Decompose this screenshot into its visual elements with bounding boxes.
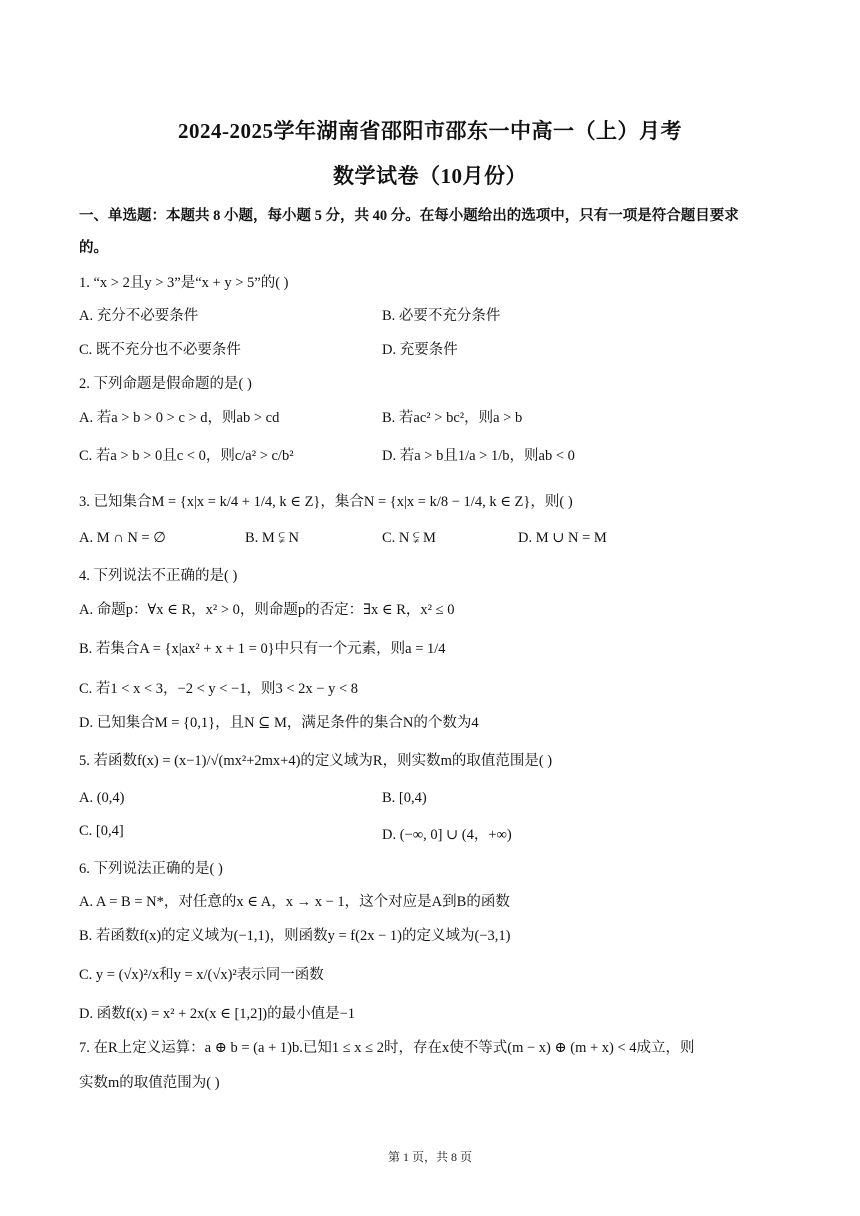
- question-6: 6. 下列说法正确的是( ): [79, 861, 223, 877]
- q3-option-d: D. M ∪ N = M: [518, 530, 607, 546]
- q1-option-c: C. 既不充分也不必要条件: [79, 342, 241, 358]
- q2-option-a: A. 若a > b > 0 > c > d，则ab > cd: [79, 410, 280, 426]
- q4-option-a: A. 命题p：∀x ∈ R，x² > 0，则命题p的否定：∃x ∈ R，x² ≤ 0: [79, 602, 455, 618]
- q3-option-b: B. M ⫋ N: [245, 530, 299, 546]
- q6-option-c: C. y = (√x)²/x和y = x/(√x)²表示同一函数: [79, 967, 324, 983]
- q1-option-b: B. 必要不充分条件: [382, 308, 501, 324]
- q5-option-d: D. (−∞, 0] ∪ (4，+∞): [382, 827, 512, 843]
- q3-option-c: C. N ⫋ M: [382, 530, 436, 546]
- q1-option-d: D. 充要条件: [382, 342, 458, 358]
- q2-option-d: D. 若a > b且1/a > 1/b，则ab < 0: [382, 448, 575, 464]
- q6-option-d: D. 函数f(x) = x² + 2x(x ∈ [1,2])的最小值是−1: [79, 1006, 356, 1022]
- q5-option-c: C. [0,4]: [79, 823, 124, 839]
- question-4: 4. 下列说法不正确的是( ): [79, 568, 238, 584]
- section-heading-cont: 的。: [79, 240, 108, 256]
- q5-option-a: A. (0,4): [79, 790, 125, 806]
- question-5: 5. 若函数f(x) = (x−1)/√(mx²+2mx+4)的定义域为R，则实数m的取值范围是( ): [79, 753, 553, 769]
- question-2: 2. 下列命题是假命题的是( ): [79, 376, 252, 392]
- page-subtitle: 数学试卷（10月份）: [333, 164, 527, 188]
- question-7-cont: 实数m的取值范围为( ): [79, 1075, 220, 1091]
- q5-option-b: B. [0,4): [382, 790, 427, 806]
- q4-option-d: D. 已知集合M = {0,1}，且N ⊆ M，满足条件的集合N的个数为4: [79, 715, 479, 731]
- page-title: 2024-2025学年湖南省邵阳市邵东一中高一（上）月考: [178, 119, 682, 143]
- q6-option-b: B. 若函数f(x)的定义域为(−1,1)，则函数y = f(2x − 1)的定义域为(−3,1): [79, 928, 511, 944]
- q6-option-a: A. A = B = N*，对任意的x ∈ A，x → x − 1，这个对应是A到B的函数: [79, 894, 510, 910]
- q4-option-b: B. 若集合A = {x|ax² + x + 1 = 0}中只有一个元素，则a = 1/4: [79, 641, 446, 657]
- q2-option-c: C. 若a > b > 0且c < 0，则c/a² > c/b²: [79, 448, 294, 464]
- q3-option-a: A. M ∩ N = ∅: [79, 530, 166, 546]
- q2-option-b: B. 若ac² > bc²，则a > b: [382, 410, 523, 426]
- section-heading: 一、单选题：本题共 8 小题，每小题 5 分，共 40 分。在每小题给出的选项中，只有一项是符合题目要求: [79, 208, 739, 224]
- q1-option-a: A. 充分不必要条件: [79, 308, 199, 324]
- page-footer: 第 1 页，共 8 页: [387, 1150, 472, 1164]
- question-3: 3. 已知集合M = {x|x = k/4 + 1/4, k ∈ Z}，集合N = {x|x = k/8 − 1/4, k ∈ Z}，则( ): [79, 494, 573, 510]
- question-7: 7. 在R上定义运算：a ⊕ b = (a + 1)b.已知1 ≤ x ≤ 2时，存在x使不等式(m − x) ⊕ (m + x) < 4成立，则: [79, 1040, 695, 1056]
- question-1: 1. “x > 2且y > 3”是“x + y > 5”的( ): [79, 275, 289, 291]
- q4-option-c: C. 若1 < x < 3，−2 < y < −1，则3 < 2x − y < 8: [79, 681, 359, 697]
